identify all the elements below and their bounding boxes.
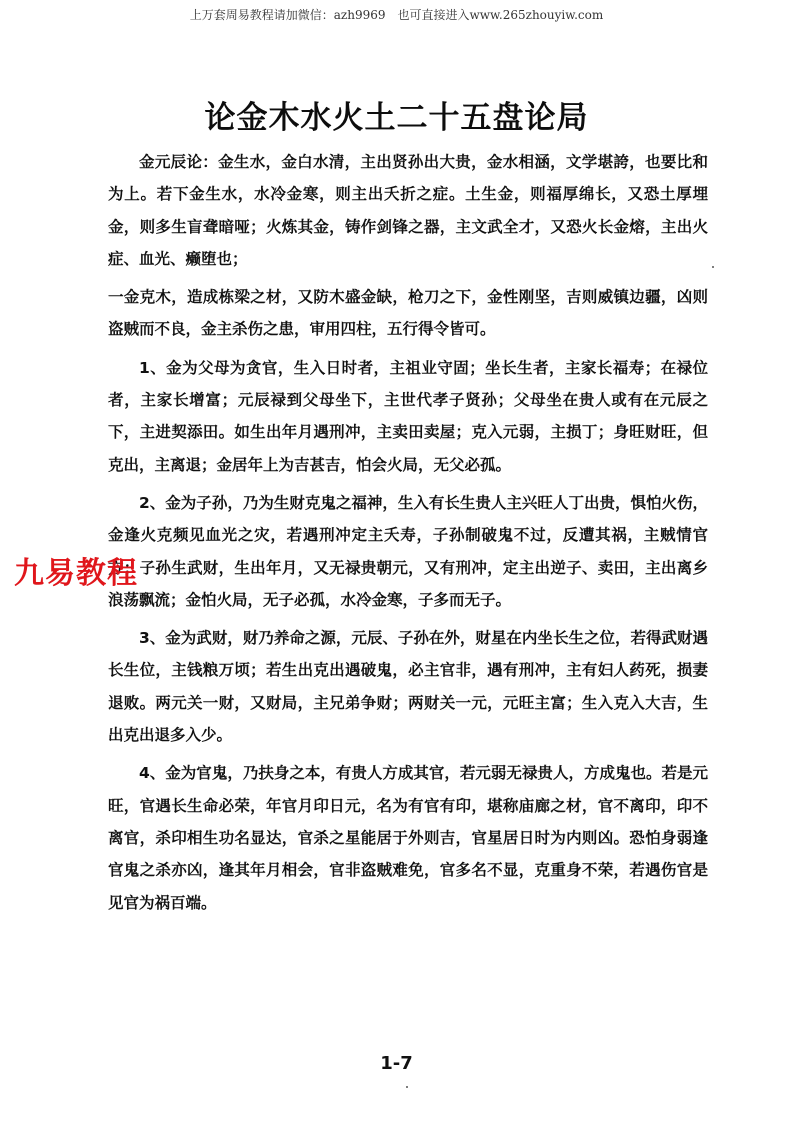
paragraph-1: 金元辰论：金生水，金白水清，主出贤孙出大贵，金水相涵，文学堪誇，也要比和为上。若下金生水，水冷金寒，则主出夭折之症。土生金，则福厚绵长，又恐土厚埋金，则多生盲聋暗哑；火炼其金，铸作剑锋之器，主文武全才，又恐火长金熔，主出火症、血光、癞堕也； — [108, 153, 708, 268]
page-title: 论金木水火土二十五盘论局 — [204, 100, 589, 136]
paragraph-5: 3、金为武财，财乃养命之源，元辰、子孙在外，财星在内坐长生之位，若得武财遇长生位，主钱粮万顷；若生出克出遇破鬼，必主官非，遇有刑冲，主有妇人药死，损妻退败。两元关一财，又财局，主兄弟争财；两财关一元，元旺主富；生入克入大吉，生出克出退多入少。 — [108, 629, 708, 745]
page-number: 1-7 — [380, 1053, 413, 1074]
paragraph-4: 2、金为子孙，乃为生财克鬼之福神，生入有长生贵人主兴旺人丁出贵，惧怕火伤，金逢火克频见血光之灾，若遇刑冲定主夭寿，子孙制破鬼不过，反遭其祸，主贼情官方；子孙生武财，生出年月，又无禄贵朝元，又有刑冲，定主出逆子、卖田，主出离乡浪荡飘流；金怕火局，无子必孤，水冷金寒，子多而无子。 — [108, 493, 708, 609]
paragraph-6: 4、金为官鬼，乃扶身之本，有贵人方成其官，若元弱无禄贵人，方成鬼也。若是元旺，官遇长生命必荣，年官月印日元，名为有官有印，堪称庙廊之材，官不离印，印不离官，杀印相生功名显达，官杀之星能居于外则吉，官星居日时为内则凶。恐怕身弱逢官鬼之杀亦凶，逢其年月相会，官非盗贼难免，官多名不显，克重身不荣，若遇伤官是见官为祸百端。 — [108, 764, 708, 912]
watermark-logo: 九易教程 — [14, 556, 138, 591]
scan-speck — [712, 266, 714, 268]
paragraph-2: 一金克木，造成栋梁之材，又防木盛金缺，枪刀之下，金性刚坚，吉则威镇边疆，凶则盗贼而不良，金主杀伤之患，审用四柱，五行得令皆可。 — [108, 288, 708, 339]
header-note: 上万套周易教程请加微信：azh9969 也可直接进入www.265zhouyiw.com — [189, 8, 604, 22]
document-body — [108, 146, 708, 919]
scan-speck — [406, 1086, 408, 1088]
paragraph-3: 1、金为父母为贪官，生入日时者，主祖业守固；坐长生者，主家长福寿；在禄位者，主家长增富；元辰禄到父母坐下，主世代孝子贤孙；父母坐在贵人或有在元辰之下，主进契添田。如生出年月遇刑冲，主卖田卖屋；克入元弱，主损丁；身旺财旺，但克出，主离退；金居年上为吉甚吉，怕会火局，无父必孤。 — [108, 358, 708, 474]
